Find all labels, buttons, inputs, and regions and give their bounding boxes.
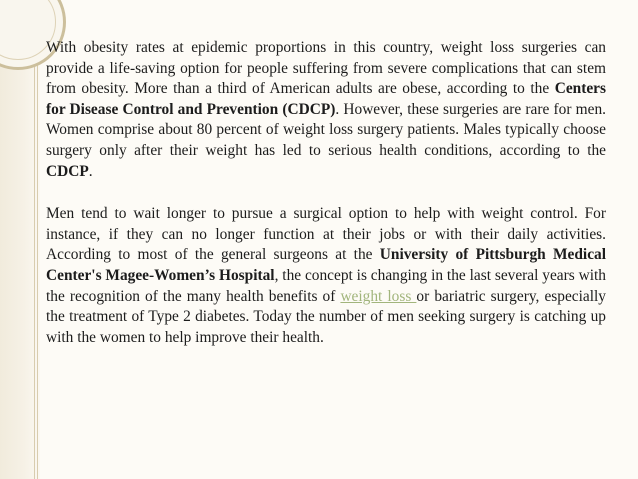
- paragraph-2-text: or bariatric surgery, especially the treatment of Type 2 diabetes. Today the number of men seeking surgery is catching up with the women to help improve their health.: [46, 287, 606, 346]
- slide-body-text: [46, 38, 606, 348]
- hospital-name: University of Pittsburgh Medical Center's Magee-Women’s Hospital: [46, 246, 606, 284]
- paragraph-1-text: . However, these surgeries are rare for men. Women comprise about 80 percent of weight loss surgery patients. Males typically choose surgery only after their weight has led to serious health conditions, according to the: [46, 100, 606, 159]
- cdcp-abbreviation: CDCP: [46, 162, 89, 180]
- weight-loss-link[interactable]: weight loss: [340, 287, 417, 305]
- paragraph-1-text: .: [88, 162, 93, 180]
- paragraph-2-text: Men tend to wait longer to pursue a surgical option to help with weight control. For instance, if they can no longer function at their jobs or with their daily activities. According to most of the general surgeons at the: [46, 205, 606, 264]
- decorative-vertical-line: [34, 0, 35, 479]
- decorative-vertical-line: [37, 0, 38, 479]
- cdcp-full-name: Centers for Disease Control and Prevention (CDCP): [46, 80, 606, 118]
- paragraph-2-text: , the concept is changing in the last several years with the recognition of the many health benefits of: [46, 266, 606, 305]
- paragraph-1-text: With obesity rates at epidemic proportions in this country, weight loss surgeries can provide a life-saving option for people suffering from severe complications that can stem from obesity. More than a third of American adults are obese, according to the: [46, 39, 606, 98]
- paragraph-1: [46, 38, 606, 182]
- paragraph-2: [46, 204, 606, 348]
